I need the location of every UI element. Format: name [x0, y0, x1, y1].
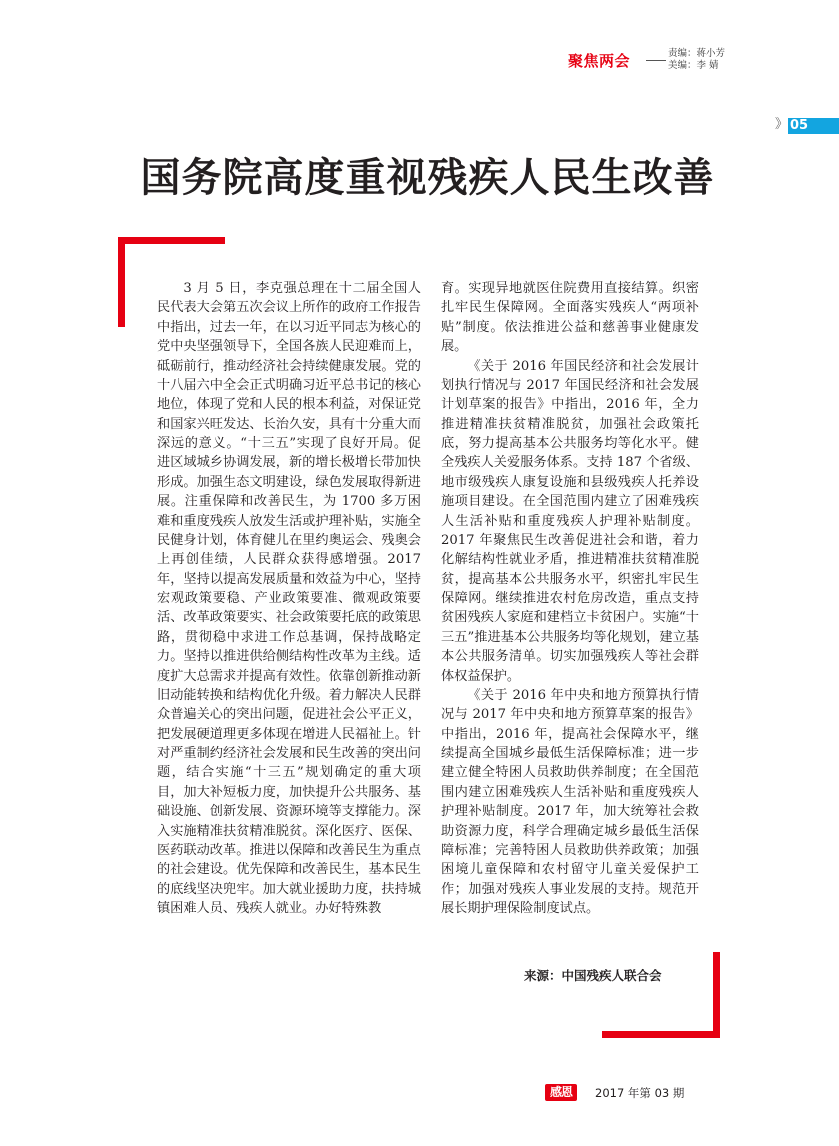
paragraph: 3 月 5 日，李克强总理在十二届全国人民代表大会第五次会议上所作的政府工作报告中指出，过去一年，在以习近平同志为核心的党中央坚强领导下，全国各族人民迎难而上，砥砺前行，推动经济社会持续健康发展。党的十八届六中全会正式明确习近平总书记的核心地位，体现了党和人民的根本利益，对保证党和国家兴旺发达、长治久安，具有十分重大而深远的意义。“十三五”实现了良好开局。促进区域城乡协调发展，新的增长极增长带加快形成。加强生态文明建设，绿色发展取得新进展。注重保障和改善民生，为 1700 多万困难和重度残疾人放发生活或护理补贴，实施全民健身计划，体育健儿在里约奥运会、残奥会上再创佳绩，人民群众获得感增强。2017 年，坚持以提高发展质量和效益为中心，坚持宏观政策要稳、产业政策要准、微观政策要活、改革政策要实、社会政策要托底的政策思路，贯彻稳中求进工作总基调，保持战略定力。坚持以推进供给侧结构性改革为主线。适度扩大总需求并提高有效性。依靠创新推动新旧动能转换和结构优化升级。着力解决人民群众普遍关心的突出问题，促进社会公平正义，把发展硬道理更多体现在增进人民福祉上。针对严重制约经济社会发展和民生改善的突出问题，结合实施“十三五”规划确定的重大项目，加大补短板力度，加快提升公共服务、基础设施、创新发展、资源环境等支撑能力。深入实施精准扶贫精准脱贫。深化医疗、医保、医药联动改革。推进以保障和改善民生为重点的社会建设。优先保障和改善民生，基本民生的底线坚决兜牢。加大就业援助力度，扶持城镇困难人员、残疾人就业。办好特殊教: [157, 281, 421, 916]
section-name: 聚焦两会: [568, 52, 631, 70]
corner-bracket-top-left: [118, 237, 125, 327]
issue-number: 2017 年第 03 期: [595, 1086, 685, 1100]
article-title: 国务院高度重视残疾人民生改善: [140, 155, 715, 201]
page-number-tab: [775, 118, 839, 134]
article-column-left: [157, 279, 421, 918]
page-arrows-icon: 》: [775, 117, 789, 132]
article-source: 来源：中国残疾人联合会: [524, 968, 662, 983]
page-number: 05: [788, 118, 839, 134]
credit-editor: 责编：蒋小芳: [668, 48, 726, 59]
corner-bracket-bottom-right: [713, 952, 720, 1038]
paragraph: 《关于 2016 年中央和地方预算执行情况与 2017 年中央和地方预算草案的报告》中指出，2016 年，提高社会保障水平，继续提高全国城乡最低生活保障标准；进一步建立健全特困人员救助供养制度；在全国范围内建立困难残疾人生活补贴和重度残疾人护理补贴制度。2017 年，加大统筹社会救助资源力度，科学合理确定城乡最低生活保障标准；完善特困人员救助供养政策；加强困境儿童保障和农村留守儿童关爱保护工作；加强对残疾人事业发展的支持。规范开展长期护理保险制度试点。: [441, 687, 699, 916]
credits: [668, 48, 725, 72]
paragraph-continuation: 育。实现异地就医住院费用直接结算。织密扎牢民生保障网。全面落实残疾人“两项补贴”制度。依法推进公益和慈善事业健康发展。: [441, 281, 699, 355]
magazine-logo: [545, 1084, 577, 1101]
credit-designer: 美编：李 婧: [668, 60, 719, 71]
magazine-logo-text: 感恩: [549, 1085, 572, 1099]
paragraph: 《关于 2016 年国民经济和社会发展计划执行情况与 2017 年国民经济和社会发展计划草案的报告》中指出，2016 年，全力推进精准扶贫精准脱贫，加强社会政策托底，努力提高基本公共服务均等化水平。健全残疾人关爱服务体系。支持 187 个省级、地市级残疾人康复设施和县级残疾人托养设施项目建设。在全国范围内建立了困难残疾人生活补贴和重度残疾人护理补贴制度。2017 年聚焦民生改善促进社会和谐，着力化解结构性就业矛盾，推进精准扶贫精准脱贫，提高基本公共服务水平，织密扎牢民生保障网。继续推进农村危房改造，重点支持贫困残疾人家庭和建档立卡贫困户。实施“十三五”推进基本公共服务均等化规划，建立基本公共服务清单。切实加强残疾人等社会群体权益保护。: [441, 358, 699, 684]
corner-bracket-top-left-bar: [118, 237, 225, 244]
header-rule: [646, 60, 666, 61]
article-column-right: [441, 279, 699, 918]
corner-bracket-bottom-right-bar: [602, 1031, 720, 1038]
